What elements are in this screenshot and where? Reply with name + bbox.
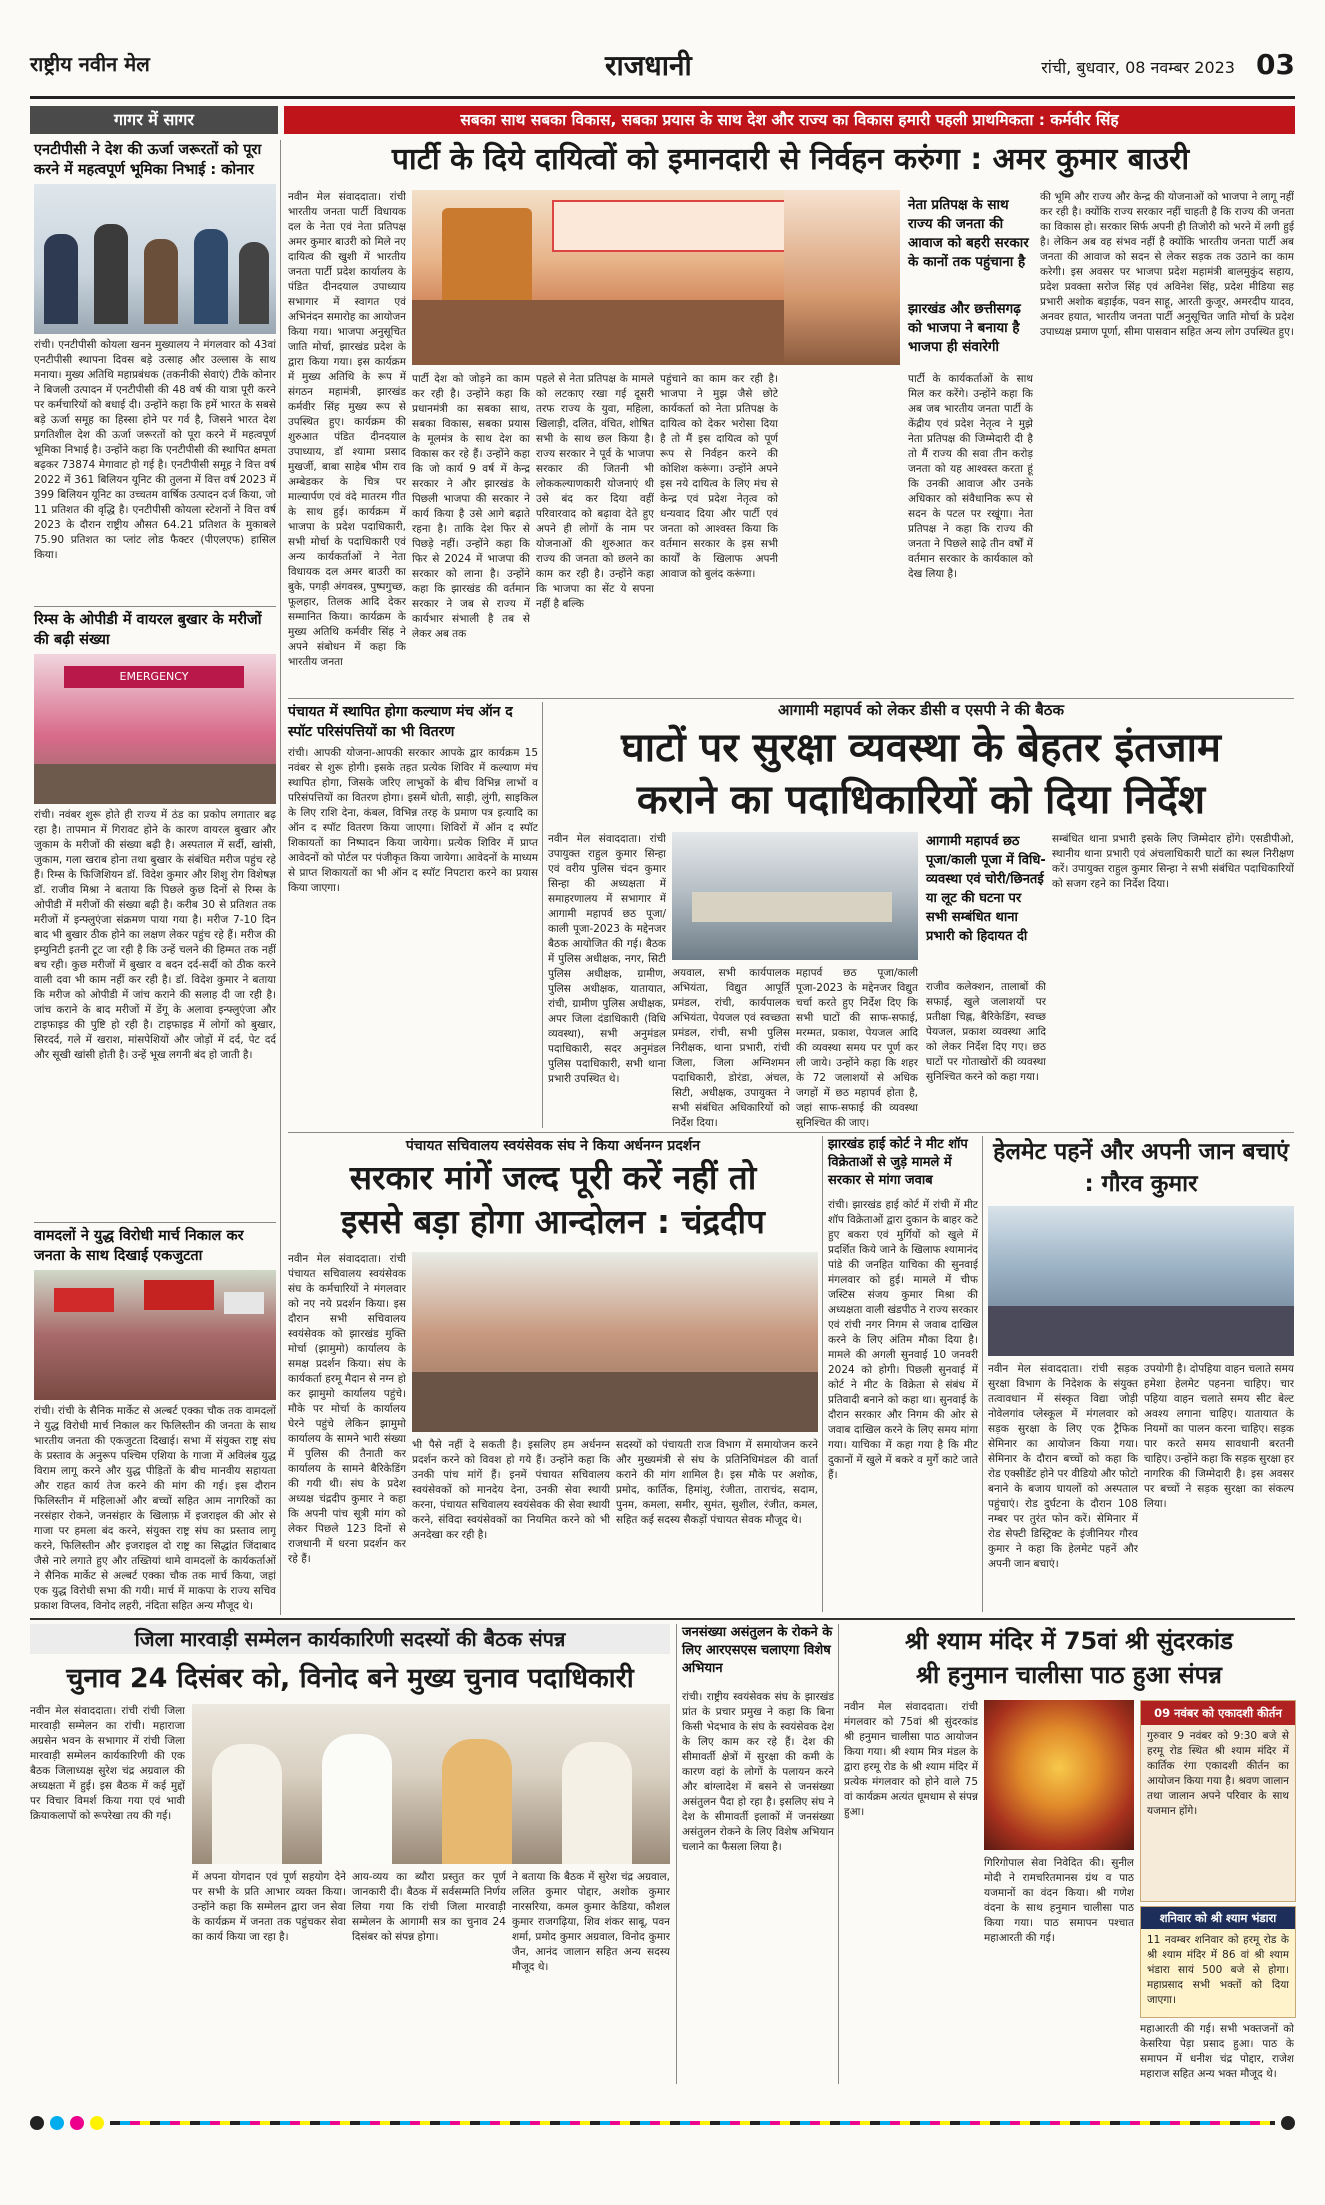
- dateline: रांची, बुधवार, 08 नवम्बर 2023: [1041, 58, 1235, 77]
- section-name: राजधानी: [605, 49, 692, 82]
- amar-col3: पहले से नेता प्रतिपक्ष के मामले को लटकाए रखा गई दूसरी तरफ राज्य के युवा, महिला, खिलाड़ी, दलित, वंचित, शोषित सभी के साथ छल किया है। राज्य सरकार ने पूर्व के भाजपा सरकार की जितनी भी लोककल्याणकारी योजनाएं थी उसे बंद कर दिया वहीं परिवारवाद को बढ़ावा देते हुए अपने ही लोगों के नाम पर योजनाओं की शुरुआत कर राज्य की जनता को छलने का काम कर रही है। उन्होंने कहा कि भाजपा का सेंट ये सपना नहीं है बल्कि: [536, 373, 654, 610]
- shyam-kartik-title: 09 नवंबर को एकादशी कीर्तन: [1141, 1701, 1295, 1725]
- amar-col5: पार्टी के कार्यकर्ताओं के साथ मिल कर करेंगे। उन्होंने कहा कि अब जब भारतीय जनता पार्टी के केंद्रीय एवं प्रदेश नेतृत्व ने मुझे नेता प्रतिपक्ष की जिम्मेदारी दी है तो मैं राज्य की सवा तीन करोड़ जनता को यह आश्वस्त करता हूं कि उनकी आवाज और उनके अधिकार को संवैधानिक रूप से सदन के पटल पर रखूंगा। नेता प्रतिपक्ष ने कहा कि राज्य की जनता ने पिछले साढ़े तीन वर्षों में वर्तमान सरकार के कार्यकाल को देख लिया है।: [908, 373, 1033, 580]
- panchayat-photo: [412, 1252, 818, 1432]
- amar-col6: की भूमि और राज्य और केन्द्र की योजनाओं को भाजपा ने लागू नहीं कर रही है। क्योंकि राज्य सरकार नहीं चाहती है कि राज्य की जनता का विकास हो। सरकार सिर्फ अपनी ही तिजोरी को भरने में लगी हुई है। लेकिन अब वह संभव नहीं है क्योंकि भारतीय जनता पार्टी अब जनता की आवाज को सदन से लेकर सड़क तक उठाने का काम करेगी। इस अवसर पर भाजपा प्रदेश महामंत्री बालमुकुंद सहाय, प्रदेश प्रवक्ता सरोज सिंह एवं अविनेश सिंह, प्रदेश मीडिया सह प्रभारी अशोक बड़ाईक, पवन साहू, आरती कुजूर, अमरदीप यादव, अनवर हयात, भारतीय जनता पार्टी अनुसूचित जाति मोर्चा के प्रदेश उपाध्यक्ष प्रमाण पूर्णा, सीमा पासवान सहित अन्य लोग उपस्थित हुए।: [1040, 191, 1294, 338]
- rims-photo: EMERGENCY: [34, 654, 276, 804]
- quote-strap: सबका साथ सबका विकास, सबका प्रयास के साथ देश और राज्य का विकास हमारी पहली प्राथमिकता : कर्मवीर सिंह: [284, 106, 1295, 134]
- shyam-bhandara-body: 11 नवम्बर शनिवार को हरमू रोड के श्री श्याम मंदिर में 86 वां श्री श्याम भंडारा सायं 500 बजे से होगा। महाप्रसाद सभी भक्तों को दिया जाएगा।: [1147, 1934, 1289, 2006]
- helmet-photo: [988, 1206, 1294, 1356]
- helmet-col2: उपयोगी है। दोपहिया वाहन चलाते समय हमेशा हेलमेट पहनना चाहिए। चार पहिया वाहन चलाते समय सीट बेल्ट अवश्य लगाना चाहिए। यातायात के नियमों का पालन करना चाहिए। सड़क पार करते समय सावधानी बरतनी चाहिए। उन्होंने कहा कि सड़क सुरक्षा हर नागरिक की जिम्मेदारी है। इस अवसर पर बच्चों ने सड़क सुरक्षा का संकल्प लिया।: [1144, 1363, 1294, 1510]
- registration-bar: [30, 2110, 1295, 2136]
- rims-headline: रिम्स के ओपीडी में वायरल बुखार के मरीजों की बढ़ी संख्या: [34, 612, 262, 648]
- paper-logo: राष्ट्रीय नवीन मेल: [30, 52, 150, 76]
- marwari-col3: आय-व्यय का ब्यौरा प्रस्तुत कर पूर्ण जानकारी दी। बैठक में सर्वसम्मति निर्णय लिया गया कि रांची जिला मारवाड़ी सम्मेलन के आगामी सत्र का चुनाव 24 दिसंबर को संपन्न होगा।: [352, 1871, 506, 1943]
- vamdal-body: रांची। रांची के सैनिक मार्केट से अल्बर्ट एक्का चौक तक वामदलों ने युद्ध विरोधी मार्च निकाल कर फिलिस्तीन की जनता के साथ भारतीय जनता की एकजुटता दिखाई। सभा में संयुक्त राष्ट्र संघ के प्रस्ताव के अनुरूप पश्चिम एशिया के गाजा में अविलंब युद्ध विराम लागू करने और युद्ध पीड़ितों के बीच मानवीय सहायता और राहत कार्य तेज करने की मांग की गई। इस दौरान फिलिस्तीन में महिलाओं और बच्चों सहित आम नागरिकों का नरसंहार रोकने, जनसंहार के खिलाफ़ में इजराइल की ओर से गाजा पर हमला बंद करने, संयुक्त राष्ट्र संघ का प्रस्ताव लागू करने, फिलिस्तीन और इजराइल दो राष्ट्र का सिद्धांत जिंदाबाद जैसे नारे लगाते हुए और तख्तियां थामे वामदलों के कार्यकर्ताओं ने सैनिक मार्केट से अल्बर्ट एक्का चौक तक मार्च किया, जहां एक युद्ध विरोधी सभा की गयी। मार्च में माकपा के राज्य सचिव प्रकाश विप्लव, विनोद लहरी, नंदिता सहित अन्य मौजूद थे।: [34, 1405, 276, 1612]
- masthead: [30, 40, 1295, 94]
- amar-col2: पार्टी देश को जोड़ने का काम कर रही है। उन्होंने कहा कि प्रधानमंत्री का सबका साथ, सबका विकास, सबका प्रयास के मूलमंत्र के साथ देश का विकास कर रहे हैं। उन्होंने कहा कि जो कार्य 9 वर्ष में केन्द्र सरकार ने और झारखंड के पिछली भाजपा की सरकार ने कार्य किया है उसे आगे बढ़ाते रहना है। ताकि देश फिर से पिछड़े नहीं। उन्होंने कहा कि फिर से 2024 में भाजपा की सरकार को लाना है। उन्होंने कहा कि झारखंड की वर्तमान सरकार ने जब से राज्य में कार्यभार संभाली है तब से लेकर अब तक: [412, 373, 530, 640]
- masthead-rule: [30, 96, 1295, 99]
- marwari-col2: में अपना योगदान एवं पूर्ण सहयोग देने पर सभी के प्रति आभार व्यक्त किया। उन्होंने कहा कि सम्मेलन द्वारा जन सेवा के कार्यक्रम में जनता तक पहुंचकर सेवा का कार्य किया जा रहा है।: [192, 1871, 346, 1943]
- chhath-col2: अयवाल, सभी कार्यपालक अभियंता, विद्युत आपूर्ति प्रमंडल, रांची, कार्यपालक अभियंता, पेयजल एवं स्वच्छता प्रमंडल, रांची, सभी पुलिस निरीक्षक, थाना प्रभारी, रांची जिला, जिला अग्निशमन पदाधिकारी, डोरंडा, अंचल, सिटी, अधीक्षक, उपायुक्त ने सभी संबंधित अधिकारियों को निर्देश दिया।: [672, 967, 790, 1128]
- amar-headline: पार्टी के दिये दायित्वों को इमानदारी से निर्वहन करुंगा : अमर कुमार बाउरी: [391, 142, 1190, 177]
- shyam-bhandara-title: शनिवार को श्री श्याम भंडारा: [1141, 1907, 1295, 1929]
- vamdal-photo: [34, 1270, 276, 1400]
- marwari-photo: [192, 1704, 670, 1864]
- shyam-headline-2: श्री हनुमान चालीसा पाठ हुआ संपन्न: [916, 1661, 1222, 1689]
- marwari-col4: ने बताया कि बैठक में सुरेश चंद्र अग्रवाल, ललित कुमार पोद्दार, अशोक कुमार नारसरिया, कमल कुमार केडिया, कौशल कुमार राजगढ़िया, शिव शंकर साबू, पवन शर्मा, प्रमोद कुमार अग्रवाल, विनोद कुमार जैन, आनंद जालान सहित अन्य सदस्य मौजूद थे।: [512, 1871, 670, 1973]
- chhath-photo: [672, 832, 918, 960]
- chhath-headline-1: घाटों पर सुरक्षा व्यवस्था के बेहतर इंतजाम: [621, 725, 1221, 771]
- amar-col1: नवीन मेल संवाददाता। रांची भारतीय जनता पार्टी विधायक दल के नेता एवं नेता प्रतिपक्ष अमर कुमार बाउरी को मिले नए दायित्व की खुशी में भारतीय जनता पार्टी प्रदेश कार्यालय के पंडित दीनदयाल उपाध्याय सभागार में स्वागत एवं अभिनंदन समारोह का आयोजन किया गया। भाजपा अनुसूचित जाति मोर्चा, झारखंड प्रदेश के द्वारा किया गया। इस कार्यक्रम में मुख्य अतिथि के रूप में संगठन महामंत्री, झारखंड कर्मवीर सिंह मुख्य रूप से उपस्थित हुए। कार्यक्रम की शुरुआत पंडित दीनदयाल उपाध्याय, डॉ श्यामा प्रसाद मुखर्जी, बाबा साहेब भीम राव अम्बेडकर के चित्र पर माल्यार्पण एवं वंदे मातरम गीत के साथ हुई। कार्यक्रम में भाजपा के प्रदेश पदाधिकारी, सभी मोर्चा के पदाधिकारी एवं अन्य कार्यकर्ताओं ने नेता विधायक दल अमर बाउरी का बुके, पगड़ी अंगवस्त्र, पुष्पगुच्छ, फूलहार, तिलक आदि देकर सम्मानित किया। कार्यक्रम के मुख्य अतिथि कर्मवीर सिंह ने अपने संबोधन में कहा कि भारतीय जनता: [288, 191, 406, 668]
- shyam-photo: [984, 1700, 1134, 1850]
- section-strap-left: गागर में सागर: [30, 106, 278, 134]
- chhath-col1: नवीन मेल संवाददाता। रांची उपायुक्त राहुल कुमार सिन्हा एवं वरीय पुलिस चंदन कुमार सिन्हा की अध्यक्षता में समाहरणालय में सभागार में आगामी महापर्व छठ पूजा/काली पूजा-2023 के मद्देनजर बैठक आयोजित की गई। बैठक में पुलिस अधीक्षक, नगर, सिटी पुलिस अधीक्षक, ग्रामीण, पुलिस अधीक्षक, यातायात, रांची, ग्रामीण पुलिस अधीक्षक, अपर जिला दंडाधिकारी (विधि व्यवस्था), सभी अनुमंडल पदाधिकारी, सदर अनुमंडल पुलिस पदाधिकारी, सभी थाना प्रभारी उपस्थित थे।: [548, 833, 666, 1085]
- marwari-col1: नवीन मेल संवाददाता। रांची रांची जिला मारवाड़ी सम्मेलन का रांची। महाराजा अग्रसेन भवन के सभागार में रांची जिला मारवाड़ी सम्मेलन कार्यकारिणी की एक बैठक जिलाध्यक्ष सुरेश चंद्र अग्रवाल की अध्यक्षता में हुई। इस बैठक में कई मुद्दों पर विचार विमर्श किया गया एवं भावी क्रियाकलापों को रूपरेखा तय की गई।: [30, 1705, 185, 1822]
- rims-body: रांची। नवंबर शुरू होते ही राज्य में ठंड का प्रकोप लगातार बढ़ रहा है। तापमान में गिरावट होने के कारण वायरल बुखार और जुकाम के मरीजों की संख्या बढ़ी है। अस्पताल में सर्दी, खांसी, जुकाम, गला खराब होना तथा बुखार के संबंधित मरीज पहुंच रहे हैं। रिम्स के फिजिशियन डॉ. विदेश कुमार और शिशु रोग विशेषज्ञ डॉ. राजीव मिश्रा ने बताया कि पिछले कुछ दिनों से रिम्स के ओपीडी में मरीजों की संख्या बढ़ी है। करीब 30 से प्रतिशत तक मरीजों में इन्फ्लुएंजा संक्रमण पाया गया है। मरीज 7-10 दिन बाद भी बुखार ठीक होने का लक्षण लेकर पहुंच रहे हैं। मरीज की इम्युनिटी इतनी टूट जा रही है कि उन्हें चलने की हिम्मत तक नहीं बच रही। कुछ मरीजों में बुखार व बदन दर्द-सर्दी को ठीक करने वाली दवा भी काम नहीं कर रही है। डॉ. विदेश कुमार ने बताया कि मरीज को ओपीडी में जांच कराने की सलाह दी जा रही है। जांच कराने के बाद मरीजों में डेंगू के अलावा इन्फ्लुएंजा और टाइफाइड की पुष्टि हो रही है। टाइफाइड में लोगों को बुखार, सिरदर्द, गले में खराश, मांसपेशियों और जोड़ों में दर्द, पेट दर्द और सूखी खांसी होती है। उन्हें भूख लगनी बंद हो जाती है।: [34, 809, 276, 1061]
- panchayat-col1: नवीन मेल संवाददाता। रांची पंचायत सचिवालय स्वयंसेवक संघ के कर्मचारियों ने मंगलवार को नए नये प्रदर्शन किया। इस दौरान सभी सचिवालय स्वयंसेवक को झारखंड मुक्ति मोर्चा (झामुमो) कार्यालय के समक्ष प्रदर्शन किया। संघ के कार्यकर्ता हरमू मैदान से नग्न हो कर झामुमो कार्यालय पहुंचे। मौके पर मोर्चा के कार्यालय घेरने पहुंचे लेकिन झामुमो कार्यालय के सामने भारी संख्या में पुलिस की तैनाती कर कार्यालय के सामने बैरिकेडिंग की गयी थी। संघ के प्रदेश अध्यक्ष चंद्रदीप कुमार ने कहा कि अपनी पांच सूत्री मांग को लेकर पिछले 123 दिनों से राजधानी में धरना प्रदर्शन कर रहे हैं।: [288, 1253, 406, 1565]
- rss-body: रांची। राष्ट्रीय स्वयंसेवक संघ के झारखंड प्रांत के प्रचार प्रमुख ने कहा कि बिना किसी भेदभाव के संघ के स्वयंसेवक देश के लिए काम कर रहे हैं। देश की सीमावर्ती क्षेत्रों में सुरक्षा की कमी के कारण वहां के लोगों के पलायन करने और बांग्लादेश में बसने से जनसंख्या असंतुलन पैदा हो रहा है। इसलिए संघ ने देश के सीमावर्ती इलाकों में जनसंख्या असंतुलन रोकने के लिए विशेष अभियान चलाने का फैसला लिया है।: [682, 1691, 834, 1853]
- chhath-pull-quote: आगामी महापर्व छठ पूजा/काली पूजा में विधि-व्यवस्था एवं चोरी/छिनतई या लूट की घटना पर सभी सम्बंधित थाना प्रभारी को हिदायत दी: [926, 834, 1046, 944]
- helmet-col1: नवीन मेल संवाददाता। रांची सड़क सुरक्षा विभाग के निदेशक के संयुक्त तत्वावधान में संस्कृत विद्या जोड़ी नोवेलगांव प्लेस्कूल में मंगलवार को सड़क सुरक्षा के लिए एक ट्रैफिक सेमिनार का आयोजन किया गया। सेमिनार के दौरान बच्चों को कहा कि रोड एक्सीडेंट होने पर वीडियो और फोटो बनाने के बजाय घायलों को अस्पताल पहुंचाएं। रोड दुर्घटना के दौरान 108 नम्बर पर तुरंत फोन करें। सेमिनार में रोड सेफ्टी डिस्ट्रिक्ट के इंजीनियर गौरव कुमार ने कहा कि हेलमेट पहनें और अपनी जान बचाएं।: [988, 1363, 1138, 1570]
- panchayat-col2: भी पैसे नहीं दे सकती है। इसलिए हम अर्धनग्न प्रदर्शन करने को विवश हो गये हैं। उन्होंने कहा कि उनकी पांच मांगें हैं। इनमें पंचायत सचिवालय स्वयंसेवकों को मानदेय देना, उनकी सेवा स्थायी करना, पंचायत सचिवालय स्वयंसेवक की सेवा स्थायी करने, संविदा स्वयंसेवकों का नियमित करने को भी अनदेखा कर रही है।: [412, 1439, 610, 1541]
- ntpc-headline: एनटीपीसी ने देश की ऊर्जा जरूरतों को पूरा करने में महत्वपूर्ण भूमिका निभाई : कोनार: [34, 142, 262, 178]
- panchayat-kicker: पंचायत सचिवालय स्वयंसेवक संघ ने किया अर्धनग्न प्रदर्शन: [405, 1138, 701, 1154]
- marwari-subhead: चुनाव 24 दिसंबर को, विनोद बने मुख्य चुनाव पदाधिकारी: [66, 1663, 634, 1694]
- marwari-headline: जिला मारवाड़ी सम्मेलन कार्यकारिणी सदस्यों की बैठक संपन्न: [30, 1624, 670, 1654]
- helmet-headline: हेलमेट पहनें और अपनी जान बचाएं : गौरव कुमार: [993, 1139, 1289, 1197]
- panchayat-headline-1: सरकार मांगें जल्द पूरी करें नहीं तो: [349, 1158, 757, 1197]
- chhath-col3: महापर्व छठ पूजा/काली पूजा-2023 के मद्देनजर विद्युत चर्चा करते हुए निर्देश दिए कि सभी घाटों की साफ-सफाई, मरम्मत, प्रकाश, पेयजल आदि की व्यवस्था समय पर पूर्ण कर ली जाये। उन्होंने कहा कि शहर के 72 जलाशयों से अधिक जगहों में छठ महापर्व होता है, जहां साफ-सफाई की व्यवस्था सुनिश्चित की जाए।: [796, 967, 918, 1128]
- page-number: 03: [1256, 48, 1295, 81]
- shyam-col2: गिरिगोपाल सेवा निवेदित की। सुनील मोदी ने रामचरितमानस ग्रंथ व पाठ यजमानों का वंदन किया। श्री गणेश वंदना के साथ हनुमान चालीसा पाठ किया गया। पाठ समापन पश्चात महाआरती की गई।: [984, 1857, 1134, 1944]
- haat-headline: पंचायत में स्थापित होगा कल्याण मंच ऑन द स्पॉट परिसंपत्तियों का भी वितरण: [288, 704, 513, 740]
- amar-pull-quote-1: नेता प्रतिपक्ष के साथ राज्य की जनता की आवाज को बहरी सरकार के कानों तक पहुंचाना है: [908, 197, 1029, 270]
- rss-headline: जनसंख्या असंतुलन के रोकने के लिए आरएसएस चलाएगा विशेष अभियान: [682, 1625, 833, 1676]
- chhath-col4: राजीव कलेक्शन, तालाबों की सफाई, खुले जलाशयों पर प्रतीक्षा चिह्न, बैरिकेडिंग, स्वच्छ पेयजल, प्रकाश व्यवस्था आदि को लेकर निर्देश दिए गए। छठ घाटों पर गोताखोरों की व्यवस्था सुनिश्चित करने को कहा गया।: [926, 981, 1046, 1083]
- chhath-kicker: आगामी महापर्व को लेकर डीसी व एसपी ने की बैठक: [777, 701, 1065, 719]
- vamdal-headline: वामदलों ने युद्ध विरोधी मार्च निकाल कर जनता के साथ दिखाई एकजुटता: [34, 1228, 244, 1264]
- amar-photo-2: [784, 190, 900, 365]
- shyam-col1: नवीन मेल संवाददाता। रांची मंगलवार को 75वां श्री सुंदरकांड श्री हनुमान चालीसा पाठ आयोजन किया गया। श्री श्याम मित्र मंडल के द्वारा हरमू रोड के श्री श्याम मंदिर में प्रत्येक मंगलवार को होने वाले 75 वां कार्यक्रम अत्यंत धूमधाम से संपन्न हुआ।: [844, 1701, 978, 1818]
- ntpc-photo: [34, 184, 276, 334]
- shyam-headline-1: श्री श्याम मंदिर में 75वां श्री सुंदरकांड: [905, 1627, 1233, 1655]
- chhath-col5: सम्बंधित थाना प्रभारी इसके लिए जिम्मेदार होंगे। एसडीपीओ, स्थानीय थाना प्रभारी एवं अंचलाधिकारी घाटों का स्थल निरीक्षण करें। उपायुक्त राहुल कुमार सिन्हा ने सभी संबंधित पदाधिकारियों को सजग रहने का निर्देश दिया।: [1052, 833, 1294, 890]
- shyam-kartik-body: गुरुवार 9 नवंबर को 9:30 बजे से हरमू रोड स्थित श्री श्याम मंदिर में कार्तिक रंगा एकादशी कीर्तन का आयोजन किया गया है। श्रवण जालान तथा जालान अपने परिवार के साथ यजमान होंगे।: [1147, 1730, 1289, 1817]
- panchayat-col3: सदस्यों को पंचायती राज विभाग में समायोजन करने और मुख्यमंत्री से संघ के प्रतिनिधिमंडल की वार्ता कराने की मांग शामिल है। इस मौके पर अशोक, प्रमोद, कार्तिक, हिमांशु, रंजीता, ताराचंद, सदाम, पुनम, कमला, समीर, सुमंत, सुशील, रंजीत, कमल, सहित कई सदस्य सैकड़ों पंचायत सेवक मौजूद थे।: [616, 1439, 818, 1526]
- shyam-foot: महाआरती की गई। सभी भक्तजनों को केसरिया पेड़ा प्रसाद हुआ। पाठ के समापन में धनीश चंद्र पोद्दार, राजेश महाराज सहित अन्य भक्त मौजूद थे।: [1140, 2023, 1294, 2080]
- amar-col4: पहुंचाने का काम कर रही है। भाजपा ने मुझ जैसे छोटे कार्यकर्ता को नेता प्रतिपक्ष के दायित्व को देकर भरोसा दिया है तो मैं इस दायित्व को पूर्ण रूप से निर्वहन करने की कोशिश करूंगा। उन्होंने अपने इस नये दायित्व के लिए मंच से केन्द्र एवं प्रदेश नेतृत्व को धन्यवाद दिया और पार्टी एवं जनता को आश्वस्त किया कि वर्तमान सरकार के इस सभी कार्यों के खिलाफ अपनी आवाज को बुलंद करूंगा।: [660, 373, 778, 580]
- hc-body: रांची। झारखंड हाई कोर्ट में रांची में मीट शॉप विक्रेताओं द्वारा दुकान के बाहर कटे हुए बकरा एवं मुर्गियों को खुले में प्रदर्शित किये जाने के खिलाफ श्यामानंद पांडे की जनहित याचिका की सुनवाई मंगलवार को हुई। मामले में चीफ जस्टिस संजय कुमार मिश्रा की अध्यक्षता वाली खंडपीठ ने राज्य सरकार एवं रांची नगर निगम से जवाब दाखिल करने के लिए अंतिम मौका दिया है। मामले की अगली सुनवाई 10 जनवरी 2024 को होगी। पिछली सुनवाई में कोर्ट ने मीट के विक्रेता से संबंध में प्रतिवादी बनाने को कहा था। सुनवाई के दौरान सरकार और निगम की ओर से जवाब दाखिल करने के लिए समय मांगा गया। याचिका में कहा गया है कि मीट दुकानों में खुले में बकरे व मुर्गे काटे जाते हैं।: [828, 1199, 978, 1481]
- hc-headline: झारखंड हाई कोर्ट ने मीट शॉप विक्रेताओं से जुड़े मामले में सरकार से मांगा जवाब: [828, 1137, 968, 1188]
- ntpc-body: रांची। एनटीपीसी कोयला खनन मुख्यालय ने मंगलवार को 43वां एनटीपीसी स्थापना दिवस बड़े उत्साह और उल्लास के साथ मनाया। मुख्य अतिथि महाप्रबंधक (तकनीकी सेवाएं) टीके कोनार ने बिजली उत्पादन में एनटीपीसी की 48 वर्ष की यात्रा पूरी करने पर कर्मचारियों को बधाई दी। उन्होंने कहा कि हमें भारत के सबसे बड़े ऊर्जा समूह का हिस्सा होने पर गर्व है, जिसने भारत देश प्रगतिशील देश की ऊर्जा जरूरतों को पूरा करने में महत्वपूर्ण भूमिका निभाई है। उन्होंने कहा कि एनटीपीसी की स्थापित क्षमता बढ़कर 73874 मेगावाट हो गई है। एनटीपीसी समूह ने वित्त वर्ष 2022 में 361 बिलियन यूनिट की तुलना में वित्त वर्ष 2023 में 399 बिलियन यूनिट का उच्चतम वार्षिक उत्पादन दर्ज किया, जो 11 प्रतिशत की वृद्धि है। एनटीपीसी कोयला स्टेशनों ने वित्त वर्ष 2023 के दौरान राष्ट्रीय औसत 64.21 प्रतिशत के मुकाबले 75.90 प्रतिशत का प्लांट लोड फैक्टर (पीएलएफ) हासिल किया।: [34, 339, 276, 561]
- amar-pull-quote-2: झारखंड और छत्तीसगढ़ को भाजपा ने बनाया है भाजपा ही संवारेगी: [908, 301, 1021, 355]
- haat-body: रांची। आपकी योजना-आपकी सरकार आपके द्वार कार्यक्रम 15 नवंबर से शुरू होगी। इसके तहत प्रत्येक शिविर में कल्याण मंच स्थापित होगा, जिसके जरिए लाभुकों के बीच विभिन्न लाभों व परिसंपत्तियों का वितरण होगा। इसमें धोती, साड़ी, लुंगी, साइकिल के लिए राशि देना, कंबल, विभिन्न तरह के प्रमाण पत्र इत्यादि का ऑन द स्पॉट वितरण किया जाएगा। शिविरों में ऑन द स्पॉट शिकायतों का निष्पादन किया जायेगा। प्रत्येक शिविर में प्राप्त आवेदनों को पोर्टल पर पंजीकृत किया जायेगा। आवेदनों के माध्यम से प्राप्त शिकायतों का भी ऑन द स्पॉट निपटारा करने का प्रयास किया जाएगा।: [288, 747, 538, 894]
- panchayat-headline-2: इससे बड़ा होगा आन्दोलन : चंद्रदीप: [341, 1202, 765, 1241]
- shyam-kartik-box: [1140, 1700, 1296, 1902]
- chhath-headline-2: कराने का पदाधिकारियों को दिया निर्देश: [636, 777, 1206, 823]
- shyam-bhandara-box: [1140, 1906, 1296, 2018]
